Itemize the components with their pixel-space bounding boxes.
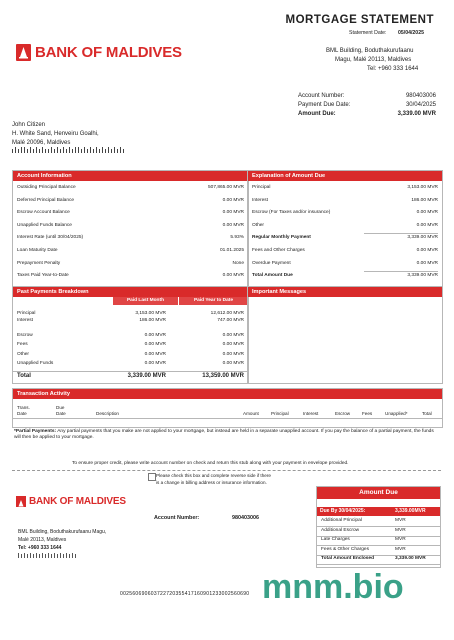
past-payment-ytd: 12,612.00 MVR: [210, 311, 244, 316]
col-amount: Amount: [243, 411, 259, 416]
account-info-row: [13, 223, 248, 233]
col-unapplied: Unapplied*: [385, 411, 408, 416]
explanation-label: Total Amount Due: [252, 273, 293, 279]
col-due-date: Due Date: [56, 405, 66, 416]
explanation-row: [248, 235, 442, 245]
transaction-activity-title: Transaction Activity: [13, 389, 442, 399]
past-payment-last-month: 0.00 MVR: [144, 332, 166, 338]
amount-due: 3,339.00 MVR: [397, 111, 436, 117]
important-messages-panel: [247, 286, 443, 384]
account-info-label: Interest Rate (until 30/04/2025): [17, 235, 84, 241]
past-payment-ytd: 0.00 MVR: [222, 351, 244, 357]
explanation-label: Interest: [252, 197, 268, 203]
stub-due-by-value: 3,339.00MVR: [395, 508, 426, 514]
cut-line: [12, 470, 441, 471]
account-info-label: Taxes Paid Year-to-Date: [17, 273, 69, 279]
stub-address-2: Malé 20113, Maldives: [18, 537, 67, 543]
stub-amount-due-title: Amount Due: [317, 487, 440, 499]
past-payment-last-month: 0.00 MVR: [144, 361, 166, 367]
account-info-row: [13, 235, 248, 245]
customer-address-2: Malé 20096, Maldives: [12, 140, 71, 146]
col-trans-date: Trans. Date: [17, 405, 30, 416]
explanation-row: [248, 223, 442, 233]
past-payment-last-month: 0.00 MVR: [144, 342, 166, 348]
account-info-label: Loan Maturity Date: [17, 248, 58, 253]
stub-amount-value: MVR: [395, 546, 406, 552]
amount-due-label: Amount Due:: [298, 111, 336, 117]
stub-amount-label: Fees & Other Charges: [321, 546, 369, 552]
account-info-row: [13, 248, 248, 258]
checkbox-label-1: Please check this box and complete reverse side if there: [156, 473, 271, 478]
account-info-row: [13, 261, 248, 271]
past-payment-label: Escrow: [17, 332, 33, 338]
explanation-value: 0.00 MVR: [416, 210, 438, 216]
explanation-value: 0.00 MVR: [416, 260, 438, 266]
stub-amount-label: Additional Escrow: [321, 527, 360, 533]
stub-due-by-label: Due By 30/04/2025:: [320, 508, 366, 514]
account-info-value: 0.00 MVR: [222, 197, 244, 203]
partial-payments-note-text: Any partial payments that you make are not applied to your mortgage, but instead are held in a separate unapplied account. If you pay the balance of a partial payment, the funds will then be applied to your mortgage.: [14, 429, 434, 440]
statement-date: 05/04/2025: [398, 30, 424, 36]
stub-bank-logo-icon: [16, 496, 26, 507]
account-info-row: [13, 198, 248, 208]
stub-amount-value: MVR: [395, 527, 406, 533]
account-info-label: Prepayment Penalty: [17, 260, 61, 266]
bank-logo-icon: [16, 44, 31, 61]
customer-barcode: [12, 147, 127, 154]
stub-account-number: 980403006: [232, 515, 259, 521]
stub-bank-name: BANK OF MALDIVES: [29, 496, 126, 507]
account-info-value: 5.93%: [230, 235, 244, 241]
due-date-label: Payment Due Date:: [298, 102, 351, 108]
customer-name: John Citizen: [12, 122, 46, 128]
stub-amount-label: Additional Principal: [321, 518, 362, 523]
explanation-label: Other: [252, 222, 264, 228]
bank-address-1: BML Building, Boduthakurufaanu: [326, 48, 414, 54]
col-fees: Fees: [362, 411, 373, 416]
statement-title: MORTGAGE STATEMENT: [285, 14, 434, 26]
past-payment-last-month: 0.00 MVR: [144, 351, 166, 357]
explanation-label: Regular Monthly Payment: [252, 235, 311, 241]
explanation-value: 3,339.00 MVR: [407, 273, 438, 279]
account-info-value: None: [232, 260, 244, 266]
customer-address-1: H. White Sand, Henveiru Goalhi,: [12, 131, 99, 137]
stub-amount-value: MVR: [395, 518, 406, 523]
past-payment-last-month: 3,153.00 MVR: [135, 311, 166, 316]
past-payment-ytd: 747.00 MVR: [217, 317, 244, 323]
explanation-row: [248, 210, 442, 220]
explanation-row: [248, 261, 442, 271]
stub-tel: Tel: +960 333 1644: [18, 545, 62, 551]
account-number-label: Account Number:: [298, 93, 345, 99]
explanation-row: [248, 198, 442, 208]
account-info-value: 507,865.00 MVR: [207, 185, 244, 190]
past-payment-label: Fees: [17, 342, 28, 348]
checkbox-label-2: is a change in billing address or insurance information.: [156, 480, 267, 485]
bank-tel: Tel: +960 333 1644: [367, 66, 419, 72]
statement-date-label: Statement Date:: [349, 30, 387, 36]
past-payments-title: Past Payments Breakdown: [13, 287, 248, 297]
explanation-value: 0.00 MVR: [416, 248, 438, 253]
past-total-ytd: 13,359.00 MVR: [202, 373, 244, 379]
explanation-value: 3,153.00 MVR: [407, 185, 438, 190]
explanation-row: [248, 248, 442, 258]
account-info-value: 0.00 MVR: [222, 210, 244, 216]
stub-amount-row: [317, 547, 440, 557]
past-payment-row: [13, 318, 248, 328]
due-date: 30/04/2025: [405, 102, 436, 108]
paid-year-to-date-header: Paid Year to Date: [179, 297, 248, 305]
past-payment-ytd: 0.00 MVR: [222, 361, 244, 367]
account-info-value: 01.01.2025: [219, 248, 244, 253]
past-payment-label: Other: [17, 351, 29, 357]
stub-bank-logo: [16, 495, 136, 509]
important-messages-title: Important Messages: [248, 287, 442, 297]
explanation-label: Fees and Other Charges: [252, 248, 305, 253]
stub-amount-value: 3,339.00 MVR: [395, 556, 426, 561]
past-total-last-month: 3,339.00 MVR: [127, 373, 166, 379]
stub-amount-label: Total Amount Enclosed: [321, 556, 375, 561]
change-address-checkbox[interactable]: [148, 473, 156, 481]
stub-address-1: BML Building, Boduthakurufaanu Magu,: [18, 529, 107, 535]
explanation-row: [248, 273, 442, 283]
account-info-label: Deferred Principal Balance: [17, 197, 75, 203]
stub-amount-row: [317, 528, 440, 538]
explanation-rule: [364, 233, 438, 234]
transaction-activity-panel: [12, 388, 443, 428]
account-info-value: 0.00 MVR: [222, 222, 244, 228]
explanation-title: Explanation of Amount Due: [248, 171, 442, 181]
account-info-label: Escrow Account Balance: [17, 210, 70, 216]
explanation-value: 3,339.00 MVR: [407, 235, 438, 241]
stub-instruction: To ensure proper credit, please write account number on check and return this stub along with your payment in envelope provided.: [72, 461, 349, 466]
partial-payments-note-title: *Partial Payments:: [14, 429, 57, 434]
account-info-row: [13, 273, 248, 283]
partial-payments-note: [14, 429, 434, 441]
stub-due-by-row: [317, 507, 440, 516]
past-payment-last-month: 186.00 MVR: [139, 317, 166, 323]
past-payment-ytd: 0.00 MVR: [222, 332, 244, 338]
past-payment-row: [13, 361, 248, 371]
bank-logo: [16, 43, 206, 63]
account-number: 980403006: [405, 93, 436, 99]
paid-last-month-header: Paid Last Month: [113, 297, 178, 305]
stub-amount-due-panel: [316, 486, 441, 568]
stub-amount-row: [317, 556, 440, 566]
past-payment-label: Unapplied Funds: [17, 361, 54, 367]
stub-amount-row: [317, 518, 440, 528]
account-info-value: 0.00 MVR: [222, 273, 244, 279]
col-principal: Principal: [271, 411, 289, 416]
account-info-label: Outsiding Principal Balance: [17, 185, 76, 190]
past-payment-row: [13, 342, 248, 352]
stub-amount-row: [317, 537, 440, 547]
col-description: Description: [96, 411, 119, 416]
stub-amount-value: MVR: [395, 537, 406, 542]
explanation-rule: [364, 271, 438, 272]
explanation-label: Overdue Payment: [252, 260, 291, 266]
account-info-row: [13, 210, 248, 220]
past-total-label: Total: [17, 373, 31, 379]
stub-amount-label: Late Charges: [321, 537, 350, 542]
stub-account-label: Account Number:: [154, 515, 200, 521]
explanation-value: 186.00 MVR: [411, 197, 438, 203]
explanation-label: Escrow (For Taxes and/or insurance): [252, 210, 331, 216]
col-total: Total: [422, 411, 432, 416]
past-payments-panel: [12, 286, 249, 384]
explanation-value: 0.00 MVR: [416, 222, 438, 228]
col-escrow: Escrow: [335, 411, 351, 416]
col-interest: Interest: [303, 411, 319, 416]
explanation-panel: [247, 170, 443, 287]
bottom-scanline-number: 002560690603722720355417160901233002560690: [120, 591, 250, 597]
account-information-title: Account Information: [13, 171, 248, 181]
account-info-label: Unapplied Funds Balance: [17, 222, 72, 228]
past-payment-ytd: 0.00 MVR: [222, 342, 244, 348]
past-payment-label: Interest: [17, 317, 33, 323]
stub-barcode-small: [18, 553, 88, 559]
account-info-row: [13, 185, 248, 195]
explanation-label: Principal: [252, 185, 271, 190]
bank-name: BANK OF MALDIVES: [35, 44, 182, 61]
watermark-text: mnm.bio: [262, 568, 404, 606]
past-payment-row: [13, 333, 248, 343]
past-payment-label: Principal: [17, 311, 36, 316]
stub-amount-rule: [317, 564, 440, 565]
explanation-row: [248, 185, 442, 195]
account-information-panel: [12, 170, 249, 287]
bank-address-2: Magu, Malé 20113, Maldives: [335, 57, 412, 63]
